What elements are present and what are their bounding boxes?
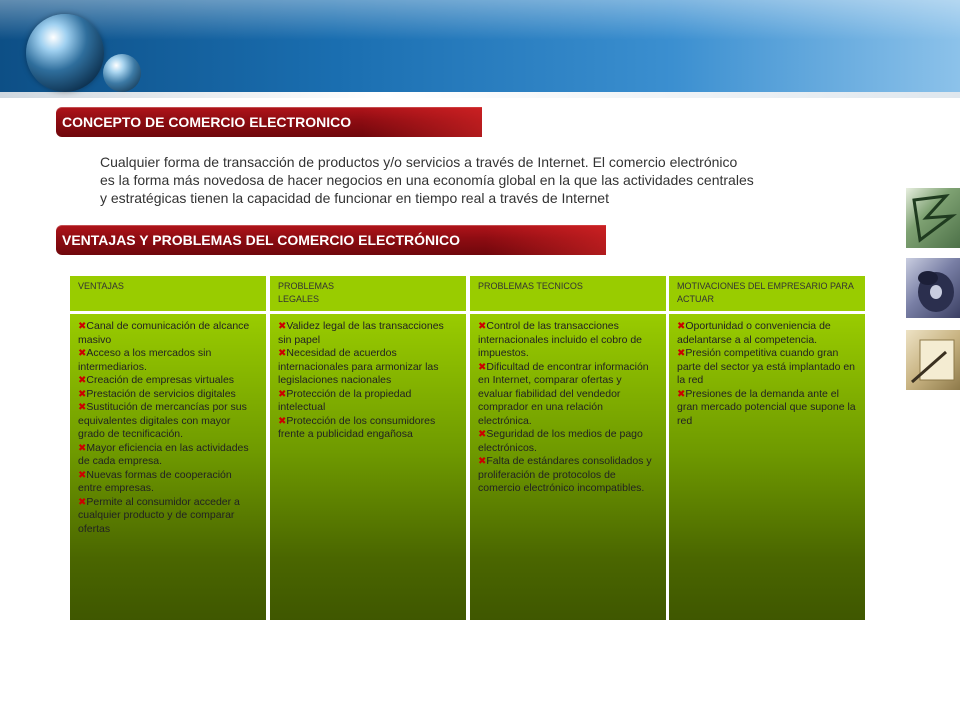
list-item-text: Presiones de la demanda ante el gran mercado potencial que supone la red	[677, 387, 856, 427]
section-bar-concepto	[56, 107, 482, 137]
x-bullet-icon: ✖	[78, 469, 87, 481]
column-body	[70, 314, 266, 620]
x-bullet-icon: ✖	[278, 388, 287, 400]
list-item-text: Seguridad de los medios de pago electrónicos.	[478, 428, 643, 454]
x-bullet-icon: ✖	[677, 321, 686, 332]
list-item-text: Permite al consumidor acceder a cualquier producto y de comparar ofertas	[78, 495, 240, 535]
header-banner	[0, 0, 960, 98]
list-item	[78, 469, 258, 496]
x-bullet-icon: ✖	[78, 348, 87, 359]
decorative-photo-paper-icon	[906, 330, 960, 390]
bullet-list	[478, 320, 658, 496]
intro-line: es la forma más novedosa de hacer negocios en una economía global en la que las actividades centrales	[100, 172, 754, 188]
intro-paragraph	[100, 153, 860, 207]
x-bullet-icon: ✖	[278, 348, 287, 359]
column-heading	[70, 276, 266, 311]
x-bullet-icon: ✖	[677, 348, 686, 359]
column-heading	[470, 276, 666, 311]
x-bullet-icon: ✖	[478, 321, 487, 332]
x-bullet-icon: ✖	[78, 321, 87, 332]
list-item-text: Protección de la propiedad intelectual	[278, 387, 412, 413]
x-bullet-icon: ✖	[78, 388, 87, 400]
bar-highlight	[362, 107, 482, 137]
list-item	[78, 347, 258, 374]
column-ventajas	[70, 276, 266, 620]
list-item	[478, 320, 658, 361]
banner-sheen	[0, 0, 960, 40]
intro-line: Cualquier forma de transacción de productos y/o servicios a través de Internet. El comercio electrónico	[100, 154, 738, 170]
x-bullet-icon: ✖	[78, 375, 87, 386]
small-globe-icon	[103, 54, 141, 92]
list-item-text: Oportunidad o conveniencia de adelantarse a al competencia.	[677, 320, 831, 346]
section-title-concepto: CONCEPTO DE COMERCIO ELECTRONICO	[62, 114, 352, 130]
list-item-text: Control de las transacciones internacionales incluido el cobro de impuestos.	[478, 320, 643, 359]
intro-line: y estratégicas tienen la capacidad de funcionar en tiempo real a través de Internet	[100, 190, 609, 206]
list-item-text: Nuevas formas de cooperación entre empresas.	[78, 468, 232, 494]
list-item	[78, 442, 258, 469]
list-item	[677, 320, 857, 347]
column-body	[669, 314, 865, 620]
section-bar-ventajas-problemas	[56, 225, 606, 255]
column-body	[270, 314, 466, 620]
list-item-text: Canal de comunicación de alcance masivo	[78, 320, 250, 346]
x-bullet-icon: ✖	[478, 456, 487, 467]
list-item-text: Mayor eficiencia en las actividades de cada empresa.	[78, 441, 249, 467]
list-item	[677, 347, 857, 388]
list-item-text: Validez legal de las transacciones sin papel	[278, 320, 444, 346]
bar-highlight	[486, 225, 606, 255]
bullet-list	[278, 320, 458, 442]
banner-underline	[0, 92, 960, 98]
bullet-list	[78, 320, 258, 536]
x-bullet-icon: ✖	[78, 402, 87, 413]
list-item	[78, 496, 258, 537]
list-item	[478, 361, 658, 429]
list-item-text: Protección de los consumidores frente a publicidad engañosa	[278, 414, 436, 440]
list-item	[78, 320, 258, 347]
list-item	[478, 428, 658, 455]
x-bullet-icon: ✖	[478, 361, 487, 373]
decorative-photo-pen-icon	[906, 188, 960, 248]
column-motivaciones	[669, 276, 865, 620]
column-heading-text: PROBLEMAS LEGALES	[278, 281, 335, 304]
column-heading-text: PROBLEMAS TECNICOS	[478, 281, 583, 291]
bullet-list	[677, 320, 857, 428]
globe-logo-icon	[26, 14, 104, 92]
x-bullet-icon: ✖	[278, 321, 287, 332]
x-bullet-icon: ✖	[278, 415, 287, 427]
x-bullet-icon: ✖	[78, 496, 87, 508]
list-item	[478, 455, 658, 496]
list-item	[78, 388, 258, 402]
column-heading-text: MOTIVACIONES DEL EMPRESARIO PARA ACTUAR	[677, 281, 854, 304]
list-item-text: Falta de estándares consolidados y proliferación de protocolos de comercio electrónico incompatibles.	[478, 455, 652, 494]
column-problemas-legales	[270, 276, 466, 620]
x-bullet-icon: ✖	[478, 429, 487, 440]
list-item-text: Necesidad de acuerdos internacionales para armonizar las legislaciones nacionales	[278, 347, 439, 386]
column-heading	[669, 276, 865, 311]
list-item-text: Sustitución de mercancías por sus equivalentes digitales con mayor grado de tecnificación.	[78, 401, 247, 440]
list-item	[278, 347, 458, 388]
list-item	[278, 388, 458, 415]
list-item-text: Acceso a los mercados sin intermediarios.	[78, 347, 212, 373]
column-heading	[270, 276, 466, 311]
decorative-photo-disc-icon	[906, 258, 960, 318]
list-item	[78, 374, 258, 388]
list-item-text: Dificultad de encontrar información en Internet, comparar ofertas y evaluar fiabilidad del vendedor comprador en una relación electrónica.	[478, 360, 649, 427]
list-item-text: Prestación de servicios digitales	[86, 387, 236, 400]
column-heading-text: VENTAJAS	[78, 281, 124, 291]
column-body	[470, 314, 666, 620]
column-problemas-tecnicos	[470, 276, 666, 620]
list-item	[677, 388, 857, 429]
list-item-text: Creación de empresas virtuales	[86, 374, 235, 386]
section-title-ventajas-problemas: VENTAJAS Y PROBLEMAS DEL COMERCIO ELECTRÓNICO	[62, 232, 461, 248]
x-bullet-icon: ✖	[78, 442, 87, 454]
list-item	[78, 401, 258, 442]
list-item	[278, 415, 458, 442]
x-bullet-icon: ✖	[677, 388, 686, 400]
list-item-text: Presión competitiva cuando gran parte del sector ya está implantado en la red	[677, 347, 856, 386]
list-item	[278, 320, 458, 347]
